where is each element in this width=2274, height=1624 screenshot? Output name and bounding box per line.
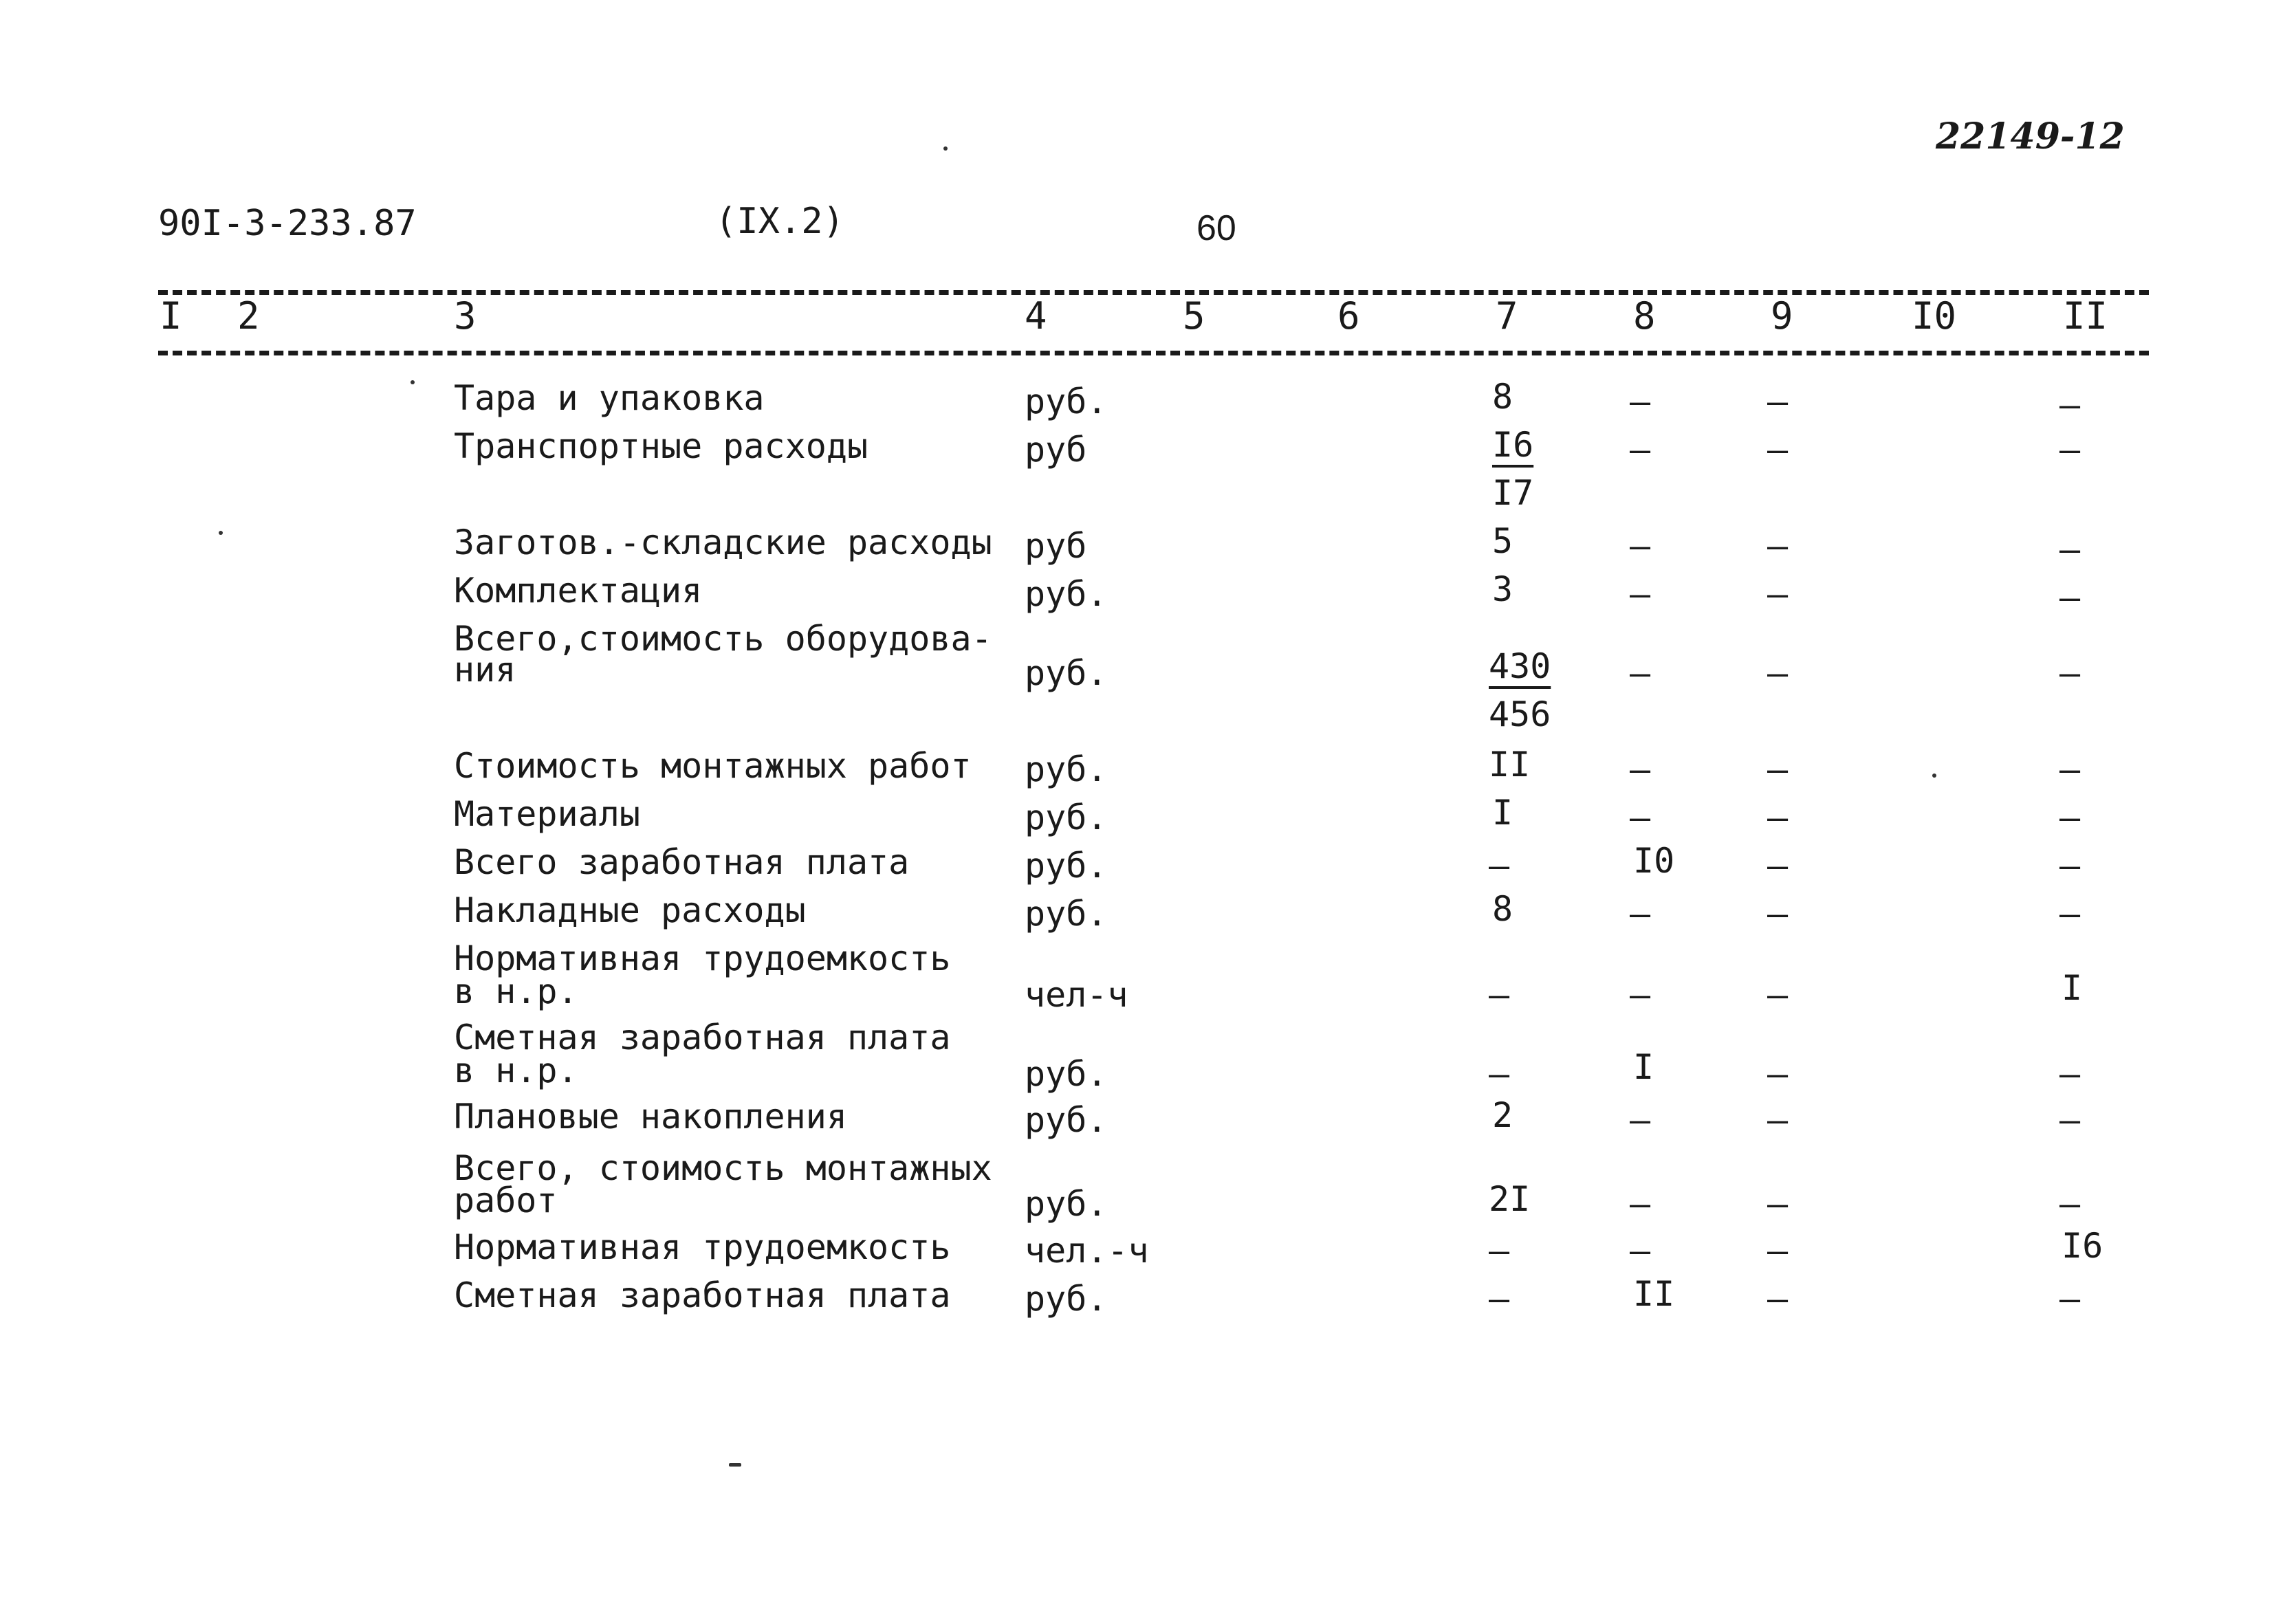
row-description-continued: работ: [454, 1181, 558, 1220]
col9-value: –: [1767, 382, 1789, 421]
row-unit: руб.: [1025, 894, 1108, 934]
row-unit: руб.: [1025, 1100, 1108, 1140]
col8-value: I0: [1633, 841, 1675, 881]
scan-speck: [1932, 773, 1936, 778]
row-unit: чел-ч: [1025, 975, 1128, 1015]
col11-value: –: [2059, 1100, 2081, 1140]
col9-value: –: [1767, 894, 1789, 934]
row-description: Плановые накопления: [454, 1097, 847, 1137]
col8-value: –: [1630, 653, 1651, 693]
column-number: 7: [1496, 294, 1518, 338]
col8-value: –: [1630, 1231, 1651, 1271]
col8-value: –: [1630, 1184, 1651, 1224]
col11-value: –: [2059, 1184, 2081, 1224]
row-description: Нормативная трудоемкость: [454, 1227, 951, 1267]
handwritten-reference: 22149-12: [1936, 116, 2125, 157]
row-description: Транспортные расходы: [454, 426, 868, 466]
row-description-continued: в н.р.: [454, 972, 578, 1011]
col7-value: 2: [1492, 1095, 1513, 1135]
col9-value: –: [1767, 1279, 1789, 1319]
scan-speck: [219, 531, 223, 535]
col7-value: 430: [1489, 646, 1551, 686]
col7-value: 8: [1492, 889, 1513, 929]
row-description: Комплектация: [454, 571, 703, 611]
row-description: Накладные расходы: [454, 890, 806, 930]
header-rule-bottom: [158, 351, 2149, 355]
col11-value: –: [2059, 749, 2081, 789]
document-code: 90I-3-233.87: [158, 203, 417, 244]
row-description: Заготов.-складские расходы: [454, 523, 992, 562]
col8-value: –: [1630, 749, 1651, 789]
row-unit: руб: [1025, 526, 1087, 566]
col11-value: –: [2059, 529, 2081, 569]
col9-value: –: [1767, 1054, 1789, 1094]
row-unit: руб: [1025, 430, 1087, 470]
col7-value: –: [1489, 1231, 1510, 1271]
col8-value: I: [1633, 1047, 1654, 1087]
column-number: 3: [454, 294, 477, 338]
col7-value: –: [1489, 1054, 1510, 1094]
section-number: (IX.2): [715, 201, 844, 242]
col8-value: –: [1630, 894, 1651, 934]
row-description: Тара и упаковка: [454, 378, 765, 418]
col9-value: –: [1767, 749, 1789, 789]
col7-value: 2I: [1489, 1179, 1531, 1219]
row-description: Материалы: [454, 794, 640, 834]
col9-value: –: [1767, 574, 1789, 614]
row-description: Всего, стоимость монтажных: [454, 1148, 992, 1188]
col7-value-secondary: 456: [1489, 694, 1551, 734]
row-description: Всего заработная плата: [454, 842, 910, 882]
col8-value: –: [1630, 975, 1651, 1015]
col11-value: –: [2059, 798, 2081, 837]
col8-value: –: [1630, 430, 1651, 470]
row-description: Стоимость монтажных работ: [454, 746, 972, 786]
col11-value: –: [2059, 1279, 2081, 1319]
row-description: Сметная заработная плата: [454, 1275, 951, 1315]
col7-value: –: [1489, 1279, 1510, 1319]
column-number: 4: [1025, 294, 1047, 338]
row-unit: чел.-ч: [1025, 1231, 1149, 1271]
scan-speck: [729, 1463, 741, 1467]
row-description: Всего,стоимость оборудова-: [454, 619, 992, 659]
col7-value: I6: [1492, 425, 1534, 465]
col9-value: –: [1767, 1231, 1789, 1271]
col11-value: –: [2059, 1054, 2081, 1094]
row-unit: руб.: [1025, 382, 1108, 421]
col9-value: –: [1767, 526, 1789, 566]
col9-value: –: [1767, 798, 1789, 837]
column-number: I: [160, 294, 182, 338]
column-number: 6: [1337, 294, 1360, 338]
column-number: 8: [1633, 294, 1656, 338]
col9-value: –: [1767, 975, 1789, 1015]
col11-value: –: [2059, 846, 2081, 886]
col11-value: –: [2059, 653, 2081, 693]
col7-value: –: [1489, 846, 1510, 886]
col9-value: –: [1767, 1184, 1789, 1224]
col7-value: I: [1492, 793, 1513, 833]
col8-value: –: [1630, 574, 1651, 614]
column-number: 2: [237, 294, 260, 338]
row-unit: руб.: [1025, 653, 1108, 693]
row-description: Нормативная трудоемкость: [454, 939, 951, 978]
row-unit: руб.: [1025, 798, 1108, 837]
col7-value: 8: [1492, 377, 1513, 417]
col8-value: –: [1630, 382, 1651, 421]
col11-value: –: [2059, 385, 2081, 425]
col11-value: I: [2062, 968, 2083, 1008]
row-unit: руб.: [1025, 1184, 1108, 1224]
col7-value: 5: [1492, 521, 1513, 561]
row-unit: руб.: [1025, 846, 1108, 886]
col9-value: –: [1767, 430, 1789, 470]
col7-value-secondary: I7: [1492, 473, 1534, 513]
col11-value: –: [2059, 578, 2081, 617]
column-number: 9: [1771, 294, 1793, 338]
col11-value: –: [2059, 430, 2081, 470]
col7-value: II: [1489, 745, 1531, 784]
column-number: I0: [1912, 294, 1957, 338]
col11-value: I6: [2062, 1226, 2103, 1266]
row-unit: руб.: [1025, 1054, 1108, 1094]
row-description: Сметная заработная плата: [454, 1018, 951, 1057]
row-unit: руб.: [1025, 1279, 1108, 1319]
col7-value: –: [1489, 975, 1510, 1015]
col11-value: –: [2059, 894, 2081, 934]
col8-value: II: [1633, 1274, 1675, 1314]
col9-value: –: [1767, 846, 1789, 886]
col8-value: –: [1630, 1100, 1651, 1140]
col7-value: 3: [1492, 569, 1513, 609]
row-description-continued: ния: [454, 650, 516, 690]
scan-speck: [943, 146, 948, 151]
scan-speck: [411, 380, 415, 384]
col8-value: –: [1630, 526, 1651, 566]
col9-value: –: [1767, 653, 1789, 693]
row-unit: руб.: [1025, 749, 1108, 789]
col9-value: –: [1767, 1100, 1789, 1140]
row-description-continued: в н.р.: [454, 1051, 578, 1090]
col8-value: –: [1630, 798, 1651, 837]
column-number: 5: [1183, 294, 1205, 338]
row-unit: руб.: [1025, 574, 1108, 614]
column-number: II: [2063, 294, 2108, 338]
page-number: 60: [1196, 208, 1236, 248]
